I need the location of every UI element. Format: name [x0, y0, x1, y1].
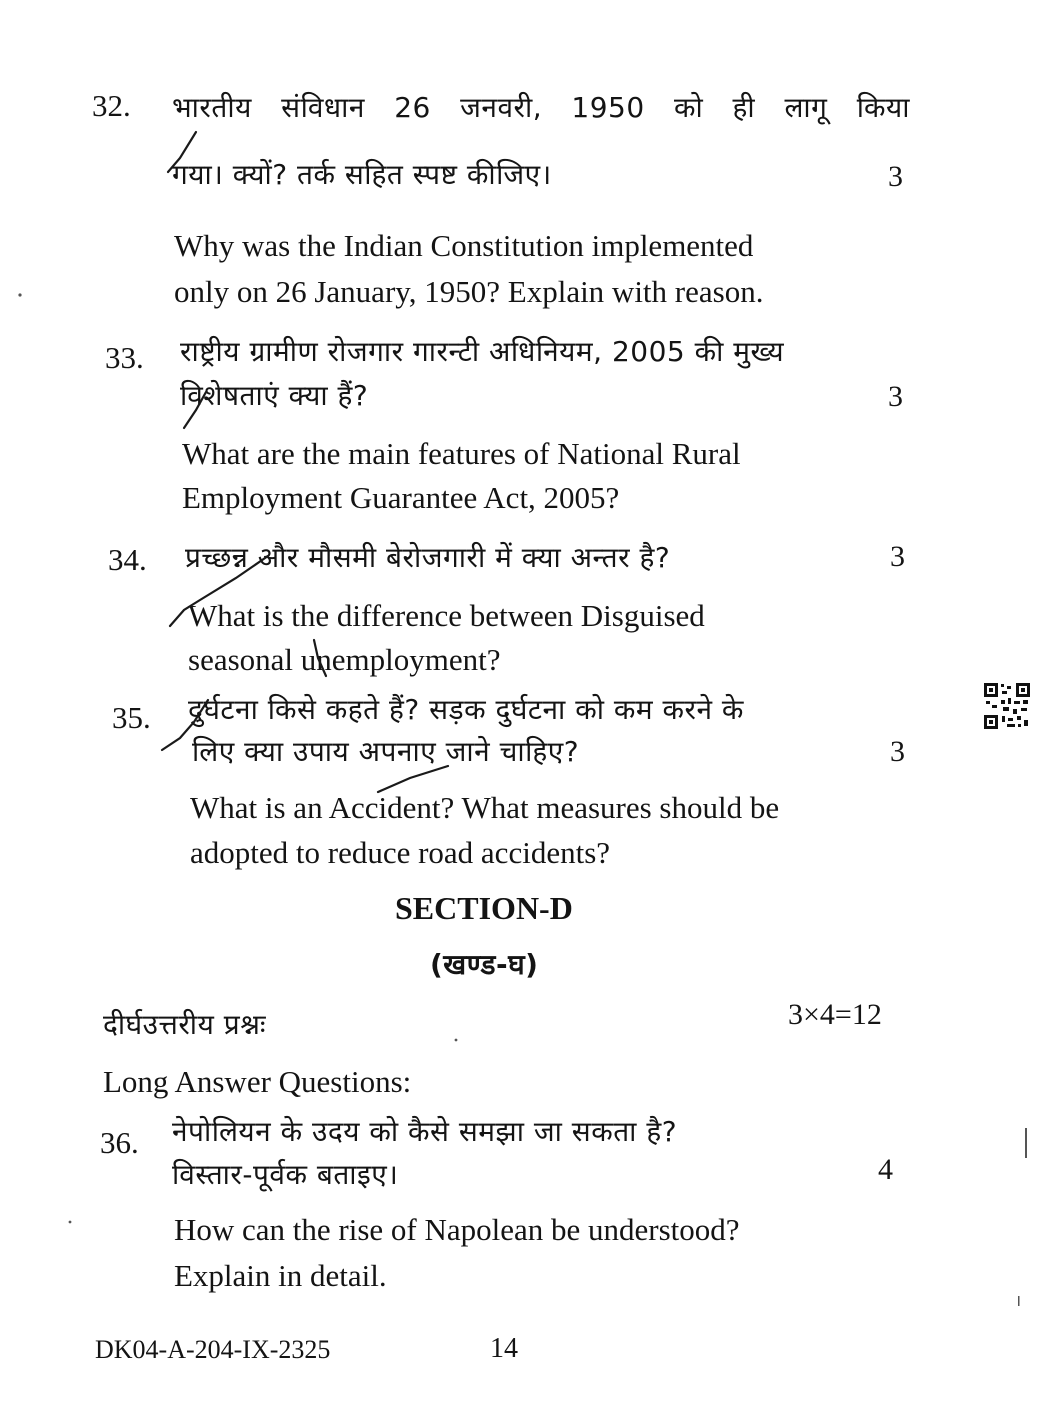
question-marks: 3 — [890, 735, 905, 768]
section-title: SECTION-D — [395, 890, 573, 926]
question-english-line: seasonal unemployment? — [188, 642, 501, 677]
question-english-line: What is an Accident? What measures should be — [190, 790, 780, 825]
page-number: 14 — [490, 1333, 518, 1364]
question-number: 36. — [100, 1125, 139, 1160]
question-marks: 3 — [888, 160, 903, 193]
section-hindi-heading: दीर्घउत्तरीय प्रश्नः — [103, 1008, 267, 1041]
question-english-line: adopted to reduce road accidents? — [190, 835, 611, 870]
question-english-line: only on 26 January, 1950? Explain with reason. — [174, 274, 764, 309]
question-hindi-line: नेपोलियन के उदय को कैसे समझा जा सकता है? — [172, 1115, 678, 1148]
footer-code: DK04-A-204-IX-2325 — [95, 1335, 331, 1364]
question-number: 35. — [112, 700, 151, 735]
question-english-line: Why was the Indian Constitution implemented — [174, 228, 754, 263]
question-english-line: What is the difference between Disguised — [188, 598, 705, 633]
section-hindi-title: (खण्ड-घ) — [430, 948, 539, 981]
question-number: 32. — [92, 88, 131, 123]
question-hindi-line: लिए क्या उपाय अपनाए जाने चाहिए? — [192, 735, 580, 768]
question-english-line: Employment Guarantee Act, 2005? — [182, 480, 620, 515]
question-hindi-line: प्रच्छन्न और मौसमी बेरोजगारी में क्या अन्तर है? — [185, 541, 671, 574]
question-english-line: Explain in detail. — [174, 1258, 387, 1293]
question-hindi-line: दुर्घटना किसे कहते हैं? सड़क दुर्घटना को कम करने के — [188, 693, 744, 726]
question-hindi-line: विस्तार-पूर्वक बताइए। — [172, 1158, 399, 1191]
question-hindi-line: राष्ट्रीय ग्रामीण रोजगार गारन्टी अधिनियम, 2005 की मुख्य — [180, 335, 785, 368]
question-number: 33. — [105, 340, 144, 375]
question-english-line: What are the main features of National Rural — [182, 436, 741, 471]
question-number: 34. — [108, 542, 147, 577]
question-marks: 3 — [888, 380, 903, 413]
question-hindi-line: भारतीय संविधान 26 जनवरी, 1950 को ही लागू किया — [172, 91, 910, 124]
question-marks: 3 — [890, 540, 905, 573]
question-marks: 4 — [878, 1153, 893, 1186]
question-hindi-line: विशेषताएं क्या हैं? — [180, 379, 369, 412]
section-english-heading: Long Answer Questions: — [103, 1064, 412, 1099]
question-hindi-line: गया। क्यों? तर्क सहित स्पष्ट कीजिए। — [172, 158, 552, 191]
section-marks-formula: 3×4=12 — [788, 998, 882, 1031]
question-english-line: How can the rise of Napolean be understood? — [174, 1212, 740, 1247]
